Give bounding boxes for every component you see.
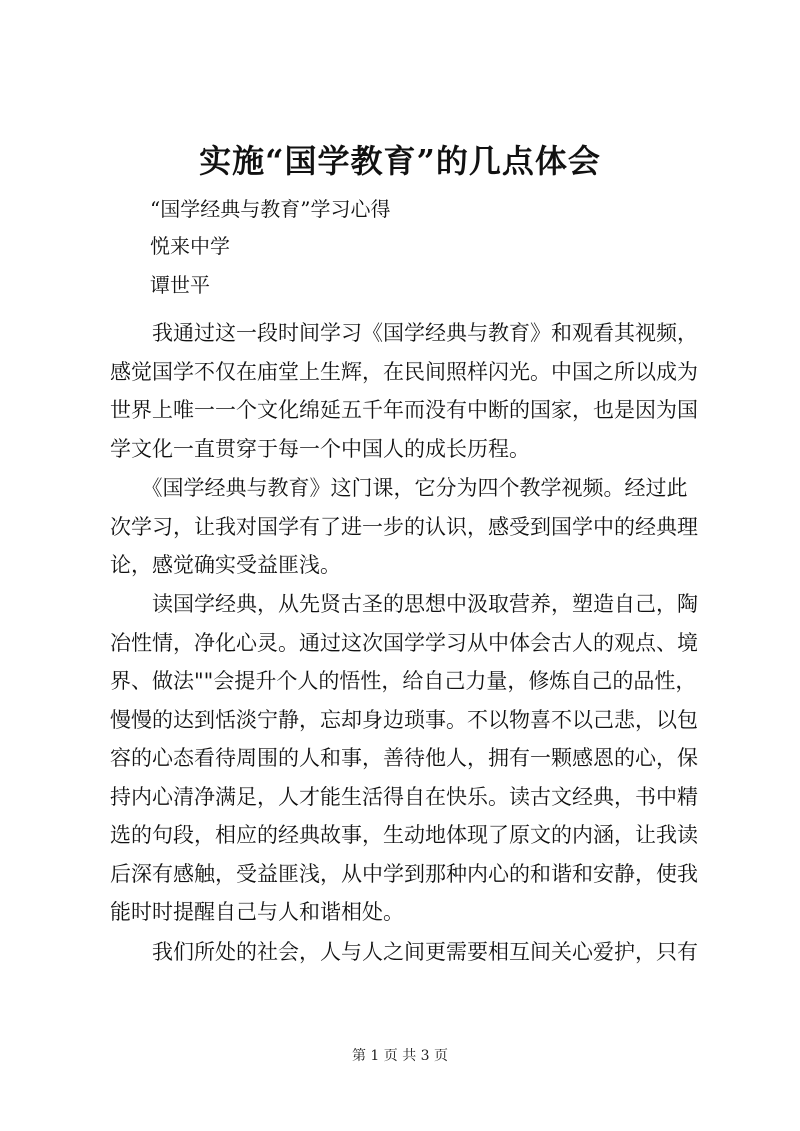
page-footer: 第 1 页 共 3 页 <box>351 1048 449 1064</box>
paragraph-line: 学文化一直贯穿于每一个中国人的成长历程。 <box>110 436 530 461</box>
paragraph-line: 世界上唯一一个文化绵延五千年而没有中断的国家，也是因为国 <box>110 398 698 422</box>
paragraph-4 <box>110 933 698 972</box>
paragraph-line: 容的心态看待周围的人和事，善待他人，拥有一颗感恩的心，保 <box>110 746 698 770</box>
paragraph-line: 慢慢的达到恬淡宁静，忘却身边琐事。不以物喜不以己悲，以包 <box>110 707 698 732</box>
paragraph-line: 我通过这一段时间学习《国学经典与教育》和观看其视频， <box>110 321 698 345</box>
author-name: 谭世平 <box>150 273 210 297</box>
paragraph-line: 冶性情，净化心灵。通过这次国学学习从中体会古人的观点、境 <box>110 630 698 655</box>
paragraph-3 <box>110 585 698 932</box>
document-title: 实施“国学教育”的几点体会 <box>199 142 601 180</box>
paragraph-line: 读国学经典，从先贤古圣的思想中汲取营养，塑造自己，陶 <box>110 592 698 616</box>
paragraph-line: 我们所处的社会，人与人之间更需要相互间关心爱护，只有 <box>110 940 698 964</box>
paragraph-line: 能时时提醒自己与人和谐相处。 <box>110 900 404 924</box>
paragraph-line: 界、做法""会提升个人的悟性，给自己力量，修炼自己的品性， <box>110 669 697 693</box>
paragraph-line: 后深有感触，受益匪浅，从中学到那种内心的和谐和安静，使我 <box>110 861 698 886</box>
paragraph-line: 论，感觉确实受益匪浅。 <box>110 553 341 577</box>
paragraph-line: 感觉国学不仅在庙堂上生辉，在民间照样闪光。中国之所以成为 <box>110 359 698 384</box>
paragraph-line: 《国学经典与教育》这门课，它分为四个教学视频。经过此 <box>110 476 688 500</box>
school-name: 悦来中学 <box>150 234 230 258</box>
paragraph-line: 次学习，让我对国学有了进一步的认识，感受到国学中的经典理 <box>110 514 698 539</box>
paragraph-line: 持内心清净满足，人才能生活得自在快乐。读古文经典，书中精 <box>110 784 698 809</box>
paragraph-2 <box>110 469 698 585</box>
paragraph-1 <box>110 314 698 468</box>
paragraph-line: 选的句段，相应的经典故事，生动地体现了原文的内涵，让我读 <box>110 823 698 847</box>
document-subtitle: “国学经典与教育”学习心得 <box>150 197 391 221</box>
